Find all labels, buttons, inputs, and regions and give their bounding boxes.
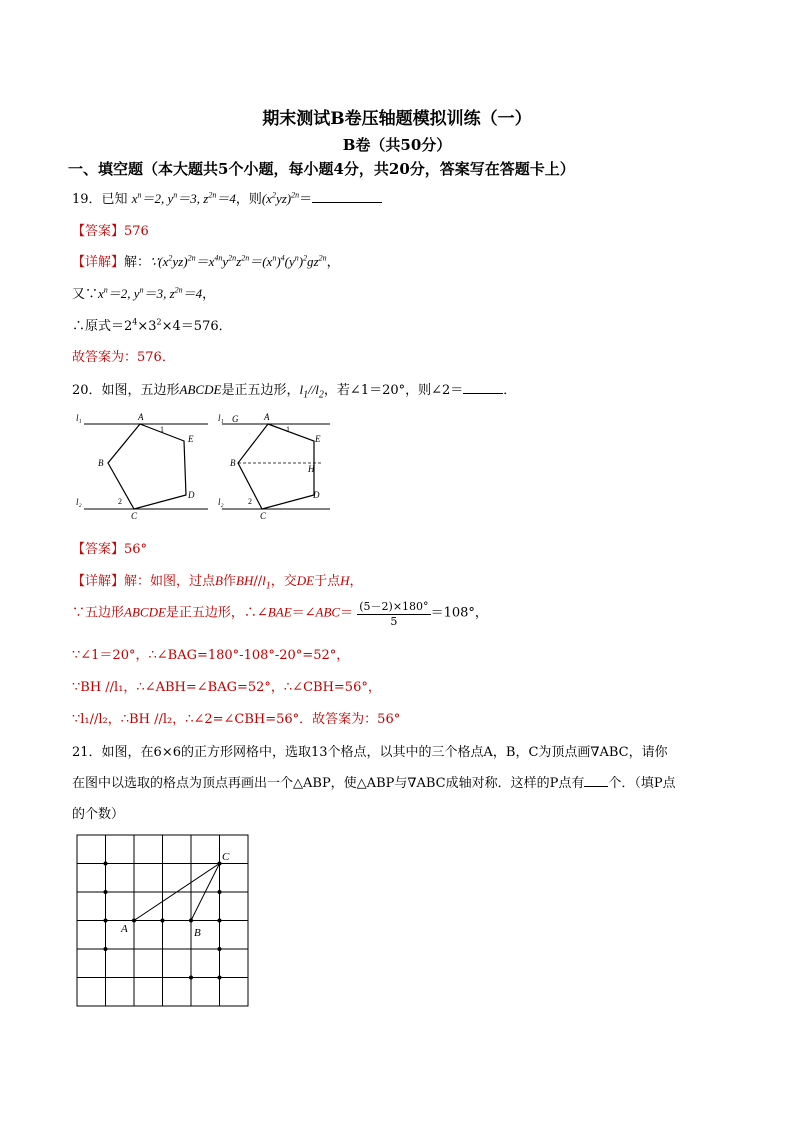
fig1-label-E: E [188,434,194,444]
fig1-label-C: C [131,511,138,520]
fig1-label-A: A [138,412,144,422]
q19-step3: ∴原式$=2^4\times 3^2\times 4=576$． [72,317,232,334]
q21-answer-blank[interactable] [584,774,608,787]
fig2-label-E: E [315,434,321,444]
q21-line-1: 21．如图，在6×6的正方形网格中，选取13个格点，以其中的三个格点A，B，C为顶点画∇ABC，请你 [72,745,668,760]
fig2-label-l1: l₁ [218,413,224,423]
q20-explain-4: ∵BH //l₁，∴∠ABH=∠BAG=52°，∴∠CBH=56°， [72,680,381,695]
grid-label-B: B [194,927,201,939]
grid-figure [76,834,250,1008]
q20-explain-1: 【详解】解：如图，过点B作$BH//l_1$，交DE于点H， [72,573,363,592]
fig2-label-C: C [260,511,267,520]
grid-label-C: C [222,851,230,863]
pentagon-figure-2 [218,408,338,520]
page-subtitle: B卷（共50分） [342,136,452,154]
section-heading: 一、填空题（本大题共5个小题，每小题4分，共20分，答案写在答题卡上） [68,160,575,178]
q21-line-3: 的个数） [72,807,125,822]
fig2-label-angle2: 2 [248,497,252,506]
fig1-label-l2: l₂ [76,497,82,507]
fig2-label-angle1: 1 [286,425,290,434]
fig2-label-G: G [232,414,239,424]
q21-line-2: 在图中以选取的格点为顶点再画出一个△ABP，使△ABP与∇ABC成轴对称．这样的P点有 个．（填P点 [72,776,676,791]
fig1-label-angle2: 2 [118,497,122,506]
q19-step2: 又$\because x^n=2$, $y^n=3$, $z^{2n}=4$， [72,285,216,302]
fig2-label-B: B [230,458,236,468]
fig1-label-l1: l₁ [76,413,82,423]
fig2-label-A: A [264,412,270,422]
q19-conclusion: 故答案为：576． [72,350,175,365]
fig1-label-D: D [188,490,195,500]
q20-explain-3: ∵∠1＝20°，∴∠BAG=180°-108°-20°=52°， [72,648,350,663]
fig2-label-H: H [308,464,315,474]
fig2-label-l2: l₂ [218,497,224,507]
fig2-label-D: D [313,490,320,500]
fig1-label-angle1: 1 [160,425,164,434]
fig1-label-B: B [98,458,104,468]
q19-step1: 【详解】解：$\because(x^2yz)^{2n}=x^{4n}y^{2n}z^{2n}=(x^n)^4(y^n)^2ɡz^{2n}$， [72,253,340,270]
q19-answer-blank[interactable] [312,190,382,203]
q19-stem: 19．已知 $x^n=2$, $y^n=3$, $z^{2n}=4$，则$(x^2yz)^{2n}=$ [72,188,382,207]
pentagon-figure-1 [76,408,216,520]
q20-explain-2: ∵五边形ABCDE是正五边形，∴∠BAE＝∠ABC＝ $\frac{(5-2)\times 180^\circ}{5}$ ＝108°， [72,600,488,628]
q20-answer: 【答案】56° [72,542,148,557]
grid-label-A: A [121,923,128,935]
q19-answer: 【答案】576 [72,224,149,239]
q20-stem: 20．如图，五边形ABCDE是正五边形，$l_1//l_2$，若∠1＝20°，则∠2＝ ． [72,382,517,401]
q20-answer-blank[interactable] [463,381,503,394]
page-title: 期末测试B卷压轴题模拟训练（一） [262,109,532,129]
q19-given-expr: $x^n=2$, $y^n=3$, $z^{2n}=4$ [131,190,236,206]
q20-fraction: $\frac{(5-2)\times 180^\circ}{5}$ [359,600,429,628]
q20-explain-5: ∵l₁//l₂，∴BH //l₂，∴∠2=∠CBH=56°．故答案为：56° [72,712,401,727]
